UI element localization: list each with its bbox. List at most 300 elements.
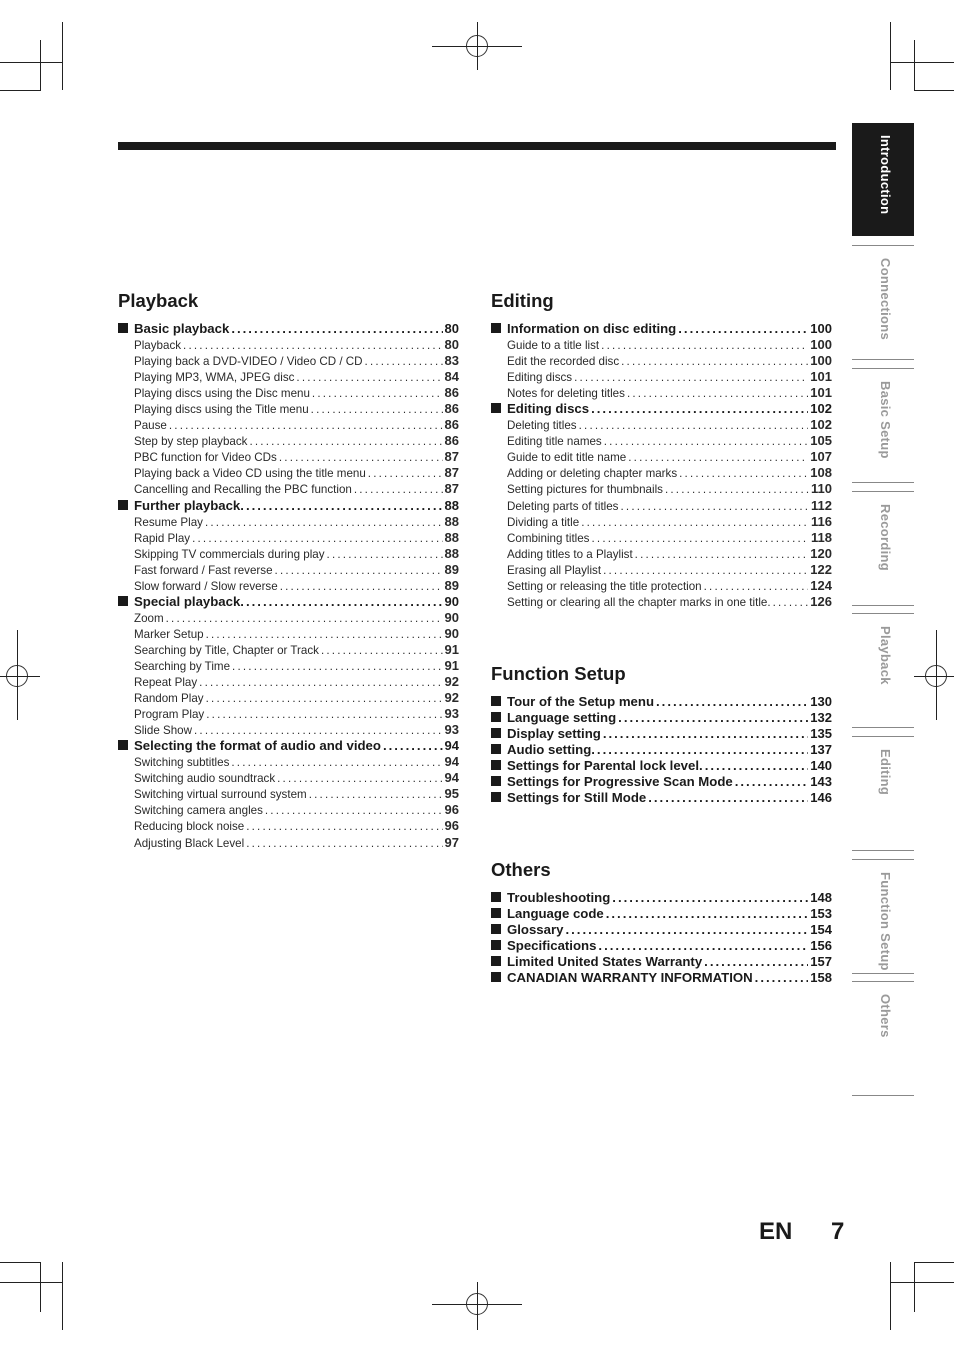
square-bullet-icon [491,940,501,950]
toc-entry-sub [118,353,459,369]
entry-page-number: 112 [811,497,832,513]
toc-entry-sub [491,385,832,401]
entry-label: Step by step playback [134,435,248,449]
dot-leader [246,594,443,610]
entry-label: CANADIAN WARRANTY INFORMATION [507,970,753,986]
entry-page-number: 102 [810,401,832,417]
toc-entry-sub [118,674,459,690]
entry-page-number: 118 [811,529,832,545]
toc-entries [118,321,459,851]
entry-label: PBC function for Video CDs [134,451,277,465]
crop-mark [890,1262,891,1330]
toc-entry-sub [491,433,832,449]
toc-entry-sub [491,449,832,465]
entry-page-number: 90 [444,593,459,609]
entry-label: Program Play [134,708,205,722]
toc-entry-sub [491,578,832,594]
entry-page-number: 92 [444,690,459,706]
dot-leader [603,563,808,578]
dot-leader [246,836,442,851]
toc-entry-sub [118,722,459,738]
entry-label: Switching virtual surround system [134,788,307,802]
toc-entry-main [491,694,832,710]
toc-entry-main [491,710,832,726]
dot-leader [199,675,442,690]
entry-label: Switching camera angles [134,804,263,818]
toc-entry-sub [491,514,832,530]
toc-entry-sub [118,417,459,433]
toc-entry-sub [118,802,459,818]
entry-page-number: 146 [810,790,832,806]
toc-entry-sub [118,786,459,802]
entry-page-number: 80 [444,321,459,336]
dot-leader [275,563,443,578]
dot-leader [591,531,809,546]
registration-mark-line [432,1304,522,1305]
square-bullet-icon [118,740,128,750]
entry-page-number: 88 [444,497,459,513]
entry-label: Dividing a title [507,515,580,529]
square-bullet-icon [491,908,501,918]
entry-page-number: 86 [444,385,459,401]
toc-entry-main [118,321,459,337]
toc-entry-main [118,738,459,754]
toc-entry-sub [491,337,832,353]
entry-page-number: 156 [810,938,832,954]
entry-page-number: 116 [811,513,832,529]
entry-label: Pause [134,419,167,433]
entry-page-number: 80 [444,337,459,353]
dot-leader [604,434,809,449]
entry-label: Combining titles [507,531,590,545]
square-bullet-icon [491,403,501,413]
toc-entry-main [491,401,832,417]
toc-entry-sub [118,706,459,722]
dot-leader [656,694,808,710]
dot-leader [704,954,808,970]
dot-leader [597,742,808,758]
entry-page-number: 153 [810,906,832,922]
crop-mark [914,90,954,91]
entry-page-number: 100 [810,353,832,369]
toc-entry-sub [118,754,459,770]
toc-entry-sub [118,546,459,562]
entry-label: Zoom [134,611,164,625]
entry-page-number: 86 [444,433,459,449]
entry-label: Switching subtitles [134,756,230,770]
entry-page-number: 91 [444,641,459,657]
entry-page-number: 91 [444,657,459,673]
dot-leader [705,758,809,774]
dot-leader [603,726,808,742]
entry-page-number: 88 [444,513,459,529]
entry-label: Reducing block noise [134,820,245,834]
entry-page-number: 88 [444,545,459,561]
dot-leader [232,659,443,674]
entry-label: Language code [507,906,604,922]
toc-entry-sub [118,514,459,530]
registration-mark-line [0,676,40,677]
entry-label: Repeat Play [134,676,198,690]
entry-page-number: 120 [810,545,832,561]
square-bullet-icon [118,500,128,510]
entry-page-number: 157 [810,954,832,970]
dot-leader [249,434,442,449]
dot-leader [192,531,442,546]
dot-leader [620,499,809,514]
entry-label: Slow forward / Slow reverse [134,579,278,593]
toc-entry-sub [118,401,459,417]
entry-page-number: 86 [444,401,459,417]
crop-mark [0,62,62,63]
entry-label: Deleting parts of titles [507,499,619,513]
crop-mark [0,90,40,91]
entry-page-number: 89 [444,561,459,577]
entry-page-number: 87 [444,481,459,497]
entry-page-number: 124 [810,577,832,593]
entry-label: Rapid Play [134,531,191,545]
dot-leader [704,579,809,594]
entry-label: Playback [134,339,182,353]
dot-leader [368,466,443,481]
entry-label: Edit the recorded disc [507,355,620,369]
toc-entry-main [491,906,832,922]
toc-entry-sub [491,594,832,610]
side-tab [852,245,914,360]
entry-label: Glossary [507,922,564,938]
entry-label: Adjusting Black Level [134,836,245,850]
entry-label: Adding titles to a Playlist [507,547,633,561]
dot-leader [354,482,443,497]
square-bullet-icon [491,323,501,333]
entry-page-number: 135 [810,726,832,742]
toc-entry-sub [118,835,459,851]
entry-page-number: 101 [810,385,832,401]
entry-label: Playing back a DVD-VIDEO / Video CD / CD [134,355,363,369]
dot-leader [665,482,809,497]
toc-entries [491,321,832,610]
entry-label: Specifications [507,938,597,954]
entry-label: Editing discs [507,371,573,385]
crop-mark [40,1262,41,1312]
dot-leader [231,321,442,337]
entry-label: Special playback. [134,593,244,609]
entry-label: Playing back a Video CD using the title menu [134,467,366,481]
section-title: Editing [491,290,554,311]
square-bullet-icon [491,744,501,754]
square-bullet-icon [491,712,501,722]
entry-label: Troubleshooting [507,890,611,905]
dot-leader [621,354,808,369]
toc-entry-sub [491,465,832,481]
dot-leader [231,755,442,770]
side-tab-label: Editing [878,749,893,796]
entry-label: Adding or deleting chapter marks [507,467,678,481]
dot-leader [612,890,808,906]
entry-label: Searching by Time [134,659,231,673]
entry-label: Notes for deleting titles [507,387,625,401]
entry-page-number: 88 [444,529,459,545]
header-rule [118,142,836,150]
toc-entry-sub [118,770,459,786]
toc-entry-sub [118,385,459,401]
toc-section-playback [118,289,459,851]
page-number: 7 [831,1218,845,1245]
toc-entry-sub [491,530,832,546]
toc-entry-sub [491,417,832,433]
dot-leader [206,707,442,722]
crop-mark [890,22,891,90]
entry-page-number: 105 [810,433,832,449]
dot-leader [309,787,443,802]
entry-page-number: 101 [810,369,832,385]
side-tab-label: Playback [878,626,893,685]
toc-entry-sub [491,546,832,562]
square-bullet-icon [118,596,128,606]
toc-entry-main [491,938,832,954]
square-bullet-icon [491,924,501,934]
toc-entry-main [491,970,832,986]
dot-leader [246,498,443,514]
entry-page-number: 93 [444,722,459,738]
toc-section-editing [491,289,832,610]
dot-leader [206,627,443,642]
crop-mark [0,1282,62,1283]
toc-entry-sub [118,626,459,642]
toc-entry-main [491,742,832,758]
entry-page-number: 108 [810,465,832,481]
dot-leader [365,354,443,369]
footer-language: EN [759,1218,793,1245]
square-bullet-icon [491,972,501,982]
side-tab-label: Recording [878,504,893,571]
dot-leader [311,402,443,417]
dot-leader [321,643,443,658]
entry-page-number: 93 [444,706,459,722]
square-bullet-icon [491,956,501,966]
dot-leader [246,819,442,834]
toc-section-function-setup [491,662,832,806]
dot-leader [383,738,443,754]
dot-leader [755,970,809,986]
entry-page-number: 148 [810,890,832,905]
toc-section-others [491,858,832,986]
dot-leader [591,401,808,417]
section-title: Playback [118,290,199,311]
entry-label: Audio setting. [507,742,595,758]
dot-leader [679,466,808,481]
entry-page-number: 110 [811,481,832,497]
entry-label: Language setting [507,710,617,726]
toc-entry-sub [491,353,832,369]
entry-label: Switching audio soundtrack [134,772,276,786]
entry-page-number: 89 [444,577,459,593]
registration-mark-line [477,1282,478,1330]
entry-label: Further playback. [134,497,244,513]
entry-page-number: 90 [444,625,459,641]
dot-leader [579,418,809,433]
square-bullet-icon [491,792,501,802]
crop-mark [914,40,915,91]
section-title: Others [491,859,551,880]
entry-label: Random Play [134,692,204,706]
toc-entry-main [491,890,832,906]
entry-label: Editing discs [507,401,590,417]
entry-label: Setting pictures for thumbnails [507,483,663,497]
entry-page-number: 87 [444,449,459,465]
side-tab-label: Others [878,994,893,1038]
dot-leader [183,338,442,353]
dot-leader [618,710,808,726]
toc-entry-main [491,774,832,790]
dot-leader [601,338,808,353]
crop-mark [40,40,41,91]
toc-entry-sub [118,449,459,465]
entry-label: Selecting the format of audio and video [134,738,381,754]
crop-mark [0,1262,40,1263]
entry-page-number: 100 [810,337,832,353]
side-tab [852,123,914,236]
entry-label: Settings for Progressive Scan Mode [507,774,733,790]
dot-leader [205,515,443,530]
dot-leader [574,370,808,385]
toc-entry-main [491,758,832,774]
toc-entry-sub [118,481,459,497]
entry-page-number: 96 [444,818,459,834]
entry-label: Resume Play [134,515,203,529]
toc-entry-main [118,498,459,514]
toc-entry-sub [118,465,459,481]
crop-mark [914,1262,954,1263]
side-tab-label: Connections [878,258,893,341]
dot-leader [773,595,809,610]
side-tab [852,613,914,728]
side-tab-label: Function Setup [878,872,893,971]
entry-page-number: 107 [810,449,832,465]
entry-page-number: 122 [810,561,832,577]
entry-label: Fast forward / Fast reverse [134,563,273,577]
dot-leader [735,774,809,790]
toc-entry-sub [118,369,459,385]
side-tab-label: Introduction [878,135,893,215]
entry-label: Deleting titles [507,419,577,433]
toc-entry-main [118,594,459,610]
side-tab [852,368,914,483]
toc-entry-sub [118,530,459,546]
dot-leader [296,370,442,385]
dot-leader [635,547,809,562]
dot-leader [627,386,808,401]
entry-label: Marker Setup [134,627,204,641]
entry-page-number: 94 [444,738,459,754]
dot-leader [206,691,443,706]
toc-entry-sub [118,578,459,594]
square-bullet-icon [491,776,501,786]
entry-label: Searching by Title, Chapter or Track [134,643,319,657]
entry-label: Erasing all Playlist [507,563,602,577]
entry-label: Basic playback [134,321,230,336]
side-tab [852,981,914,1096]
entry-page-number: 158 [810,970,832,986]
entry-label: Limited United States Warranty [507,954,703,970]
entry-page-number: 84 [444,369,459,385]
entry-page-number: 143 [810,774,832,790]
dot-leader [678,321,808,337]
entry-page-number: 130 [810,694,832,709]
entry-page-number: 90 [444,609,459,625]
entry-label: Settings for Parental lock level. [507,758,703,774]
toc-entry-sub [118,610,459,626]
entry-page-number: 94 [444,754,459,770]
toc-entry-main [491,726,832,742]
registration-mark-line [936,630,937,720]
dot-leader [598,938,808,954]
entry-label: Skipping TV commercials during play [134,547,325,561]
entry-label: Tour of the Setup menu [507,694,655,709]
entry-page-number: 83 [444,353,459,369]
entry-label: Playing MP3, WMA, JPEG disc [134,371,295,385]
entry-label: Settings for Still Mode [507,790,647,806]
toc-entry-sub [491,562,832,578]
entry-label: Setting or releasing the title protection [507,579,702,593]
side-tab [852,491,914,606]
entry-label: Slide Show [134,724,193,738]
registration-mark-line [432,46,522,47]
toc-entry-main [491,954,832,970]
crop-mark [62,22,63,90]
entry-page-number: 97 [444,834,459,850]
dot-leader [648,790,808,806]
entry-label: Guide to edit title name [507,451,627,465]
entry-page-number: 95 [444,786,459,802]
dot-leader [166,611,443,626]
dot-leader [169,418,443,433]
dot-leader [194,723,443,738]
crop-mark [914,1262,915,1312]
entry-label: Cancelling and Recalling the PBC function [134,483,352,497]
dot-leader [581,515,809,530]
dot-leader [565,922,808,938]
entry-page-number: 102 [810,417,832,433]
toc-entry-main [491,922,832,938]
toc-entry-main [491,321,832,337]
side-tab [852,859,914,974]
dot-leader [606,906,809,922]
entry-label: Setting or clearing all the chapter marks in one title. [507,595,771,609]
entry-page-number: 132 [810,710,832,726]
dot-leader [280,579,443,594]
dot-leader [277,771,442,786]
entry-page-number: 87 [444,465,459,481]
crop-mark [890,62,954,63]
square-bullet-icon [491,892,501,902]
entry-label: Display setting [507,726,601,742]
toc-entry-sub [118,433,459,449]
entry-page-number: 140 [810,758,832,774]
toc-entry-sub [118,642,459,658]
square-bullet-icon [491,760,501,770]
registration-mark-line [914,676,954,677]
toc-entry-main [491,790,832,806]
crop-mark [62,1262,63,1330]
square-bullet-icon [491,696,501,706]
toc-entry-sub [118,658,459,674]
entry-page-number: 86 [444,417,459,433]
entry-label: Information on disc editing [507,321,677,336]
toc-entry-sub [491,481,832,497]
side-tab-label: Basic Setup [878,381,893,459]
dot-leader [265,803,443,818]
